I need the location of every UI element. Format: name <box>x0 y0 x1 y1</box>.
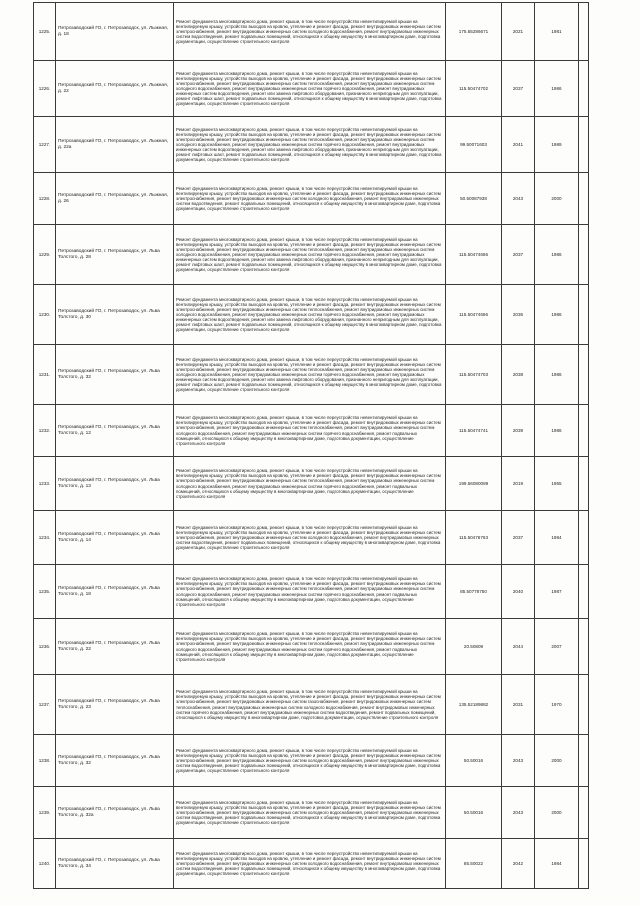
row-address: Петрозаводский ГО, г. Петрозаводск, ул. Льва Толстого, д. 18 <box>56 565 174 619</box>
row-work-list: Ремонт фундамента многоквартирного дома, ремонт крыши, в том числе переустройство невентилируемой крыши на вентилируемую крышу, устройство выходов на кровлю, утепление и ремонт фасада, ремонт внутридомовых инженерных систем электроснабжения, ремонт внутридомовых инженерных систем холодного водоснабжения, ремонт внутридомовых инженерных систем водоотведения, ремонт подвальных помещений, относящихся к общему имуществу в многоквартирном доме, подготовка документации, осуществление строительного контроля <box>174 787 446 839</box>
row-cost: 115.50476763 <box>446 511 502 565</box>
row-cost: 135.52189882 <box>446 675 502 735</box>
row-work-list: Ремонт фундамента многоквартирного дома, ремонт крыши, в том числе переустройство невентилируемой крыши на вентилируемую крышу, устройство выходов на кровлю, утепление и ремонт фасада, ремонт внутридомовых инженерных систем электроснабжения, ремонт внутридомовых инженерных систем теплоснабжения, ремонт внутридомовых инженерных систем холодного водоснабжения, ремонт внутридомовых инженерных систем горячего водоснабжения, ремонт внутридомовых инженерных систем водоотведения, ремонт или замена лифтового оборудования, признанного непригодным для эксплуатации, ремонт лифтовых шахт, ремонт подвальных помещений, относящихся к общему имуществу в многоквартирном доме, подготовка документации, осуществление строительного контроля <box>174 225 446 285</box>
row-cost: 115.50474666 <box>446 225 502 285</box>
row-year-built: 1955 <box>535 457 579 511</box>
row-edge <box>579 675 589 735</box>
row-cost: 85.50778750 <box>446 565 502 619</box>
capital-repair-table <box>33 2 589 889</box>
table-row <box>34 839 589 889</box>
table-row <box>34 735 589 787</box>
row-edge <box>579 117 589 173</box>
row-address: Петрозаводский ГО, г. Петрозаводск, ул. Льва Толстого, д. 14 <box>56 511 174 565</box>
table-row <box>34 117 589 173</box>
row-edge <box>579 285 589 345</box>
row-address: Петрозаводский ГО, г. Петрозаводск, ул. Льва Толстого, д. 32а <box>56 787 174 839</box>
row-number: 1228. <box>34 173 56 225</box>
row-year-planned: 2031 <box>502 675 535 735</box>
table-row <box>34 225 589 285</box>
row-work-list: Ремонт фундамента многоквартирного дома, ремонт крыши, в том числе переустройство невентилируемой крыши на вентилируемую крышу, устройство выходов на кровлю, утепление и ремонт фасада, ремонт внутридомовых инженерных систем электроснабжения, ремонт внутридомовых инженерных систем газоснабжения, ремонт внутридомовых инженерных систем теплоснабжения, ремонт внутридомовых инженерных систем холодного водоснабжения, ремонт внутридомовых инженерных систем горячего водоснабжения, ремонт внутридомовых инженерных систем водоотведения, ремонт подвальных помещений, относящихся к общему имуществу в многоквартирном доме, подготовка документации, осуществление строительного контроля <box>174 675 446 735</box>
row-number: 1231. <box>34 345 56 405</box>
row-number: 1226. <box>34 61 56 117</box>
row-year-built: 1986 <box>535 345 579 405</box>
row-cost: 50.50087938 <box>446 173 502 225</box>
row-year-planned: 2038 <box>502 345 535 405</box>
table-row <box>34 457 589 511</box>
row-cost: 175.55286671 <box>446 3 502 61</box>
row-edge <box>579 173 589 225</box>
row-year-planned: 2037 <box>502 511 535 565</box>
row-work-list: Ремонт фундамента многоквартирного дома, ремонт крыши, в том числе переустройство невентилируемой крыши на вентилируемую крышу, устройство выходов на кровлю, утепление и ремонт фасада, ремонт внутридомовых инженерных систем электроснабжения, ремонт внутридомовых инженерных систем теплоснабжения, ремонт внутридомовых инженерных систем холодного водоснабжения, ремонт внутридомовых инженерных систем горячего водоснабжения, ремонт внутридомовых инженерных систем водоотведения, ремонт или замена лифтового оборудования, признанного непригодным для эксплуатации, ремонт лифтовых шахт, ремонт подвальных помещений, относящихся к общему имуществу в многоквартирном доме, подготовка документации, осуществление строительного контроля <box>174 117 446 173</box>
table-row <box>34 405 589 457</box>
row-year-planned: 2044 <box>502 619 535 675</box>
row-work-list: Ремонт фундамента многоквартирного дома, ремонт крыши, в том числе переустройство невентилируемой крыши на вентилируемую крышу, устройство выходов на кровлю, утепление и ремонт фасада, ремонт внутридомовых инженерных систем электроснабжения, ремонт внутридомовых инженерных систем теплоснабжения, ремонт внутридомовых инженерных систем холодного водоснабжения, ремонт внутридомовых инженерных систем горячего водоснабжения, ремонт подвальных помещений, относящихся к общему имуществу в многоквартирном доме, подготовка документации, осуществление строительного контроля <box>174 619 446 675</box>
row-work-list: Ремонт фундамента многоквартирного дома, ремонт крыши, в том числе переустройство невентилируемой крыши на вентилируемую крышу, устройство выходов на кровлю, утепление и ремонт фасада, ремонт внутридомовых инженерных систем электроснабжения, ремонт внутридомовых инженерных систем теплоснабжения, ремонт внутридомовых инженерных систем холодного водоснабжения, ремонт внутридомовых инженерных систем горячего водоснабжения, ремонт подвальных помещений, относящихся к общему имуществу в многоквартирном доме, подготовка документации, осуществление строительного контроля <box>174 457 446 511</box>
row-number: 1240. <box>34 839 56 889</box>
row-number: 1236. <box>34 619 56 675</box>
row-year-built: 1981 <box>535 3 579 61</box>
row-year-built: 1984 <box>535 511 579 565</box>
row-year-planned: 2036 <box>502 285 535 345</box>
row-edge <box>579 839 589 889</box>
row-address: Петрозаводский ГО, г. Петрозаводск, ул. Льва Толстого, д. 28 <box>56 225 174 285</box>
row-address: Петрозаводский ГО, г. Петрозаводск, ул. Лыжная, д. 18 <box>56 3 174 61</box>
row-edge <box>579 565 589 619</box>
row-number: 1232. <box>34 405 56 457</box>
table-row <box>34 787 589 839</box>
row-work-list: Ремонт фундамента многоквартирного дома, ремонт крыши, в том числе переустройство невентилируемой крыши на вентилируемую крышу, устройство выходов на кровлю, утепление и ремонт фасада, ремонт внутридомовых инженерных систем электроснабжения, ремонт внутридомовых инженерных систем холодного водоснабжения, ремонт внутридомовых инженерных систем водоотведения, ремонт подвальных помещений, относящихся к общему имуществу в многоквартирном доме, подготовка документации, осуществление строительного контроля <box>174 839 446 889</box>
row-address: Петрозаводский ГО, г. Петрозаводск, ул. Лыжная, д. 22а <box>56 117 174 173</box>
row-year-built: 2000 <box>535 173 579 225</box>
row-year-built: 2000 <box>535 735 579 787</box>
row-work-list: Ремонт фундамента многоквартирного дома, ремонт крыши, в том числе переустройство невентилируемой крыши на вентилируемую крышу, устройство выходов на кровлю, утепление и ремонт фасада, ремонт внутридомовых инженерных систем электроснабжения, ремонт внутридомовых инженерных систем холодного водоснабжения, ремонт внутридомовых инженерных систем водоотведения, ремонт подвальных помещений, относящихся к общему имуществу в многоквартирном доме, подготовка документации, осуществление строительного контроля <box>174 3 446 61</box>
row-address: Петрозаводский ГО, г. Петрозаводск, ул. Льва Толстого, д. 23 <box>56 675 174 735</box>
table-row <box>34 345 589 405</box>
table-row <box>34 61 589 117</box>
row-work-list: Ремонт фундамента многоквартирного дома, ремонт крыши, в том числе переустройство невентилируемой крыши на вентилируемую крышу, устройство выходов на кровлю, утепление и ремонт фасада, ремонт внутридомовых инженерных систем электроснабжения, ремонт внутридомовых инженерных систем теплоснабжения, ремонт внутридомовых инженерных систем холодного водоснабжения, ремонт внутридомовых инженерных систем горячего водоснабжения, ремонт подвальных помещений, относящихся к общему имуществу в многоквартирном доме, подготовка документации, осуществление строительного контроля <box>174 405 446 457</box>
row-work-list: Ремонт фундамента многоквартирного дома, ремонт крыши, в том числе переустройство невентилируемой крыши на вентилируемую крышу, устройство выходов на кровлю, утепление и ремонт фасада, ремонт внутридомовых инженерных систем электроснабжения, ремонт внутридомовых инженерных систем теплоснабжения, ремонт внутридомовых инженерных систем холодного водоснабжения, ремонт внутридомовых инженерных систем горячего водоснабжения, ремонт подвальных помещений, относящихся к общему имуществу в многоквартирном доме, подготовка документации, осуществление строительного контроля <box>174 565 446 619</box>
row-cost: 50.50016 <box>446 787 502 839</box>
row-work-list: Ремонт фундамента многоквартирного дома, ремонт крыши, в том числе переустройство невентилируемой крыши на вентилируемую крышу, устройство выходов на кровлю, утепление и ремонт фасада, ремонт внутридомовых инженерных систем электроснабжения, ремонт внутридомовых инженерных систем холодного водоснабжения, ремонт внутридомовых инженерных систем водоотведения, ремонт подвальных помещений, относящихся к общему имуществу в многоквартирном доме, подготовка документации, осуществление строительного контроля <box>174 511 446 565</box>
table-row <box>34 565 589 619</box>
row-number: 1229. <box>34 225 56 285</box>
row-year-built: 1986 <box>535 405 579 457</box>
row-edge <box>579 787 589 839</box>
row-number: 1239. <box>34 787 56 839</box>
row-work-list: Ремонт фундамента многоквартирного дома, ремонт крыши, в том числе переустройство невентилируемой крыши на вентилируемую крышу, устройство выходов на кровлю, утепление и ремонт фасада, ремонт внутридомовых инженерных систем электроснабжения, ремонт внутридомовых инженерных систем теплоснабжения, ремонт внутридомовых инженерных систем холодного водоснабжения, ремонт внутридомовых инженерных систем горячего водоснабжения, ремонт внутридомовых инженерных систем водоотведения, ремонт или замена лифтового оборудования, признанного непригодным для эксплуатации, ремонт лифтовых шахт, ремонт подвальных помещений, относящихся к общему имуществу в многоквартирном доме, подготовка документации, осуществление строительного контроля <box>174 345 446 405</box>
row-year-planned: 2043 <box>502 735 535 787</box>
row-number: 1237. <box>34 675 56 735</box>
row-year-planned: 2043 <box>502 787 535 839</box>
row-year-planned: 2019 <box>502 457 535 511</box>
row-number: 1238. <box>34 735 56 787</box>
row-edge <box>579 225 589 285</box>
row-cost: 115.50474702 <box>446 61 502 117</box>
row-cost: 115.50474703 <box>446 345 502 405</box>
row-year-built: 1986 <box>535 285 579 345</box>
row-number: 1234. <box>34 511 56 565</box>
row-number: 1233. <box>34 457 56 511</box>
row-year-planned: 2040 <box>502 565 535 619</box>
row-cost: 50.50016 <box>446 735 502 787</box>
row-address: Петрозаводский ГО, г. Петрозаводск, ул. Льва Толстого, д. 30 <box>56 285 174 345</box>
row-year-planned: 2021 <box>502 3 535 61</box>
row-year-built: 1984 <box>535 839 579 889</box>
row-address: Петрозаводский ГО, г. Петрозаводск, ул. Лыжная, д. 26 <box>56 173 174 225</box>
row-year-planned: 2037 <box>502 61 535 117</box>
row-cost: 99.50071603 <box>446 117 502 173</box>
row-work-list: Ремонт фундамента многоквартирного дома, ремонт крыши, в том числе переустройство невентилируемой крыши на вентилируемую крышу, устройство выходов на кровлю, утепление и ремонт фасада, ремонт внутридомовых инженерных систем электроснабжения, ремонт внутридомовых инженерных систем холодного водоснабжения, ремонт внутридомовых инженерных систем водоотведения, ремонт подвальных помещений, относящихся к общему имуществу в многоквартирном доме, подготовка документации, осуществление строительного контроля <box>174 735 446 787</box>
row-address: Петрозаводский ГО, г. Петрозаводск, ул. Льва Толстого, д. 13 <box>56 457 174 511</box>
row-year-planned: 2041 <box>502 117 535 173</box>
row-edge <box>579 735 589 787</box>
row-cost: 199.56080089 <box>446 457 502 511</box>
row-year-planned: 2042 <box>502 839 535 889</box>
row-cost: 115.50474741 <box>446 405 502 457</box>
row-address: Петрозаводский ГО, г. Петрозаводск, ул. Лыжная, д. 22 <box>56 61 174 117</box>
row-number: 1235. <box>34 565 56 619</box>
row-year-built: 1970 <box>535 675 579 735</box>
row-address: Петрозаводский ГО, г. Петрозаводск, ул. Льва Толстого, д. 12 <box>56 405 174 457</box>
row-year-built: 1986 <box>535 225 579 285</box>
row-year-planned: 2039 <box>502 405 535 457</box>
row-edge <box>579 619 589 675</box>
row-work-list: Ремонт фундамента многоквартирного дома, ремонт крыши, в том числе переустройство невентилируемой крыши на вентилируемую крышу, устройство выходов на кровлю, утепление и ремонт фасада, ремонт внутридомовых инженерных систем электроснабжения, ремонт внутридомовых инженерных систем холодного водоснабжения, ремонт внутридомовых инженерных систем водоотведения, ремонт подвальных помещений, относящихся к общему имуществу в многоквартирном доме, подготовка документации, осуществление строительного контроля <box>174 173 446 225</box>
row-year-built: 1987 <box>535 565 579 619</box>
row-cost: 20.50809 <box>446 619 502 675</box>
row-cost: 85.50022 <box>446 839 502 889</box>
row-cost: 115.50474666 <box>446 285 502 345</box>
row-year-built: 2000 <box>535 787 579 839</box>
row-work-list: Ремонт фундамента многоквартирного дома, ремонт крыши, в том числе переустройство невентилируемой крыши на вентилируемую крышу, устройство выходов на кровлю, утепление и ремонт фасада, ремонт внутридомовых инженерных систем электроснабжения, ремонт внутридомовых инженерных систем теплоснабжения, ремонт внутридомовых инженерных систем холодного водоснабжения, ремонт внутридомовых инженерных систем горячего водоснабжения, ремонт внутридомовых инженерных систем водоотведения, ремонт или замена лифтового оборудования, признанного непригодным для эксплуатации, ремонт лифтовых шахт, ремонт подвальных помещений, относящихся к общему имуществу в многоквартирном доме, подготовка документации, осуществление строительного контроля <box>174 285 446 345</box>
row-number: 1230. <box>34 285 56 345</box>
row-edge <box>579 457 589 511</box>
row-address: Петрозаводский ГО, г. Петрозаводск, ул. Льва Толстого, д. 32 <box>56 345 174 405</box>
table-row <box>34 173 589 225</box>
table-row <box>34 3 589 61</box>
table-row <box>34 675 589 735</box>
row-year-planned: 2043 <box>502 173 535 225</box>
row-year-built: 1989 <box>535 117 579 173</box>
row-edge <box>579 345 589 405</box>
table-row <box>34 511 589 565</box>
row-address: Петрозаводский ГО, г. Петрозаводск, ул. Льва Толстого, д. 22 <box>56 619 174 675</box>
row-address: Петрозаводский ГО, г. Петрозаводск, ул. Льва Толстого, д. 32 <box>56 735 174 787</box>
row-address: Петрозаводский ГО, г. Петрозаводск, ул. Льва Толстого, д. 34 <box>56 839 174 889</box>
row-number: 1227. <box>34 117 56 173</box>
row-year-built: 1986 <box>535 61 579 117</box>
row-edge <box>579 61 589 117</box>
row-edge <box>579 3 589 61</box>
table-row <box>34 285 589 345</box>
row-year-planned: 2037 <box>502 225 535 285</box>
row-number: 1225. <box>34 3 56 61</box>
row-edge <box>579 511 589 565</box>
row-year-built: 2007 <box>535 619 579 675</box>
row-edge <box>579 405 589 457</box>
row-work-list: Ремонт фундамента многоквартирного дома, ремонт крыши, в том числе переустройство невентилируемой крыши на вентилируемую крышу, устройство выходов на кровлю, утепление и ремонт фасада, ремонт внутридомовых инженерных систем электроснабжения, ремонт внутридомовых инженерных систем теплоснабжения, ремонт внутридомовых инженерных систем холодного водоснабжения, ремонт внутридомовых инженерных систем горячего водоснабжения, ремонт внутридомовых инженерных систем водоотведения, ремонт или замена лифтового оборудования, признанного непригодным для эксплуатации, ремонт лифтовых шахт, ремонт подвальных помещений, относящихся к общему имуществу в многоквартирном доме, подготовка документации, осуществление строительного контроля <box>174 61 446 117</box>
table-row <box>34 619 589 675</box>
